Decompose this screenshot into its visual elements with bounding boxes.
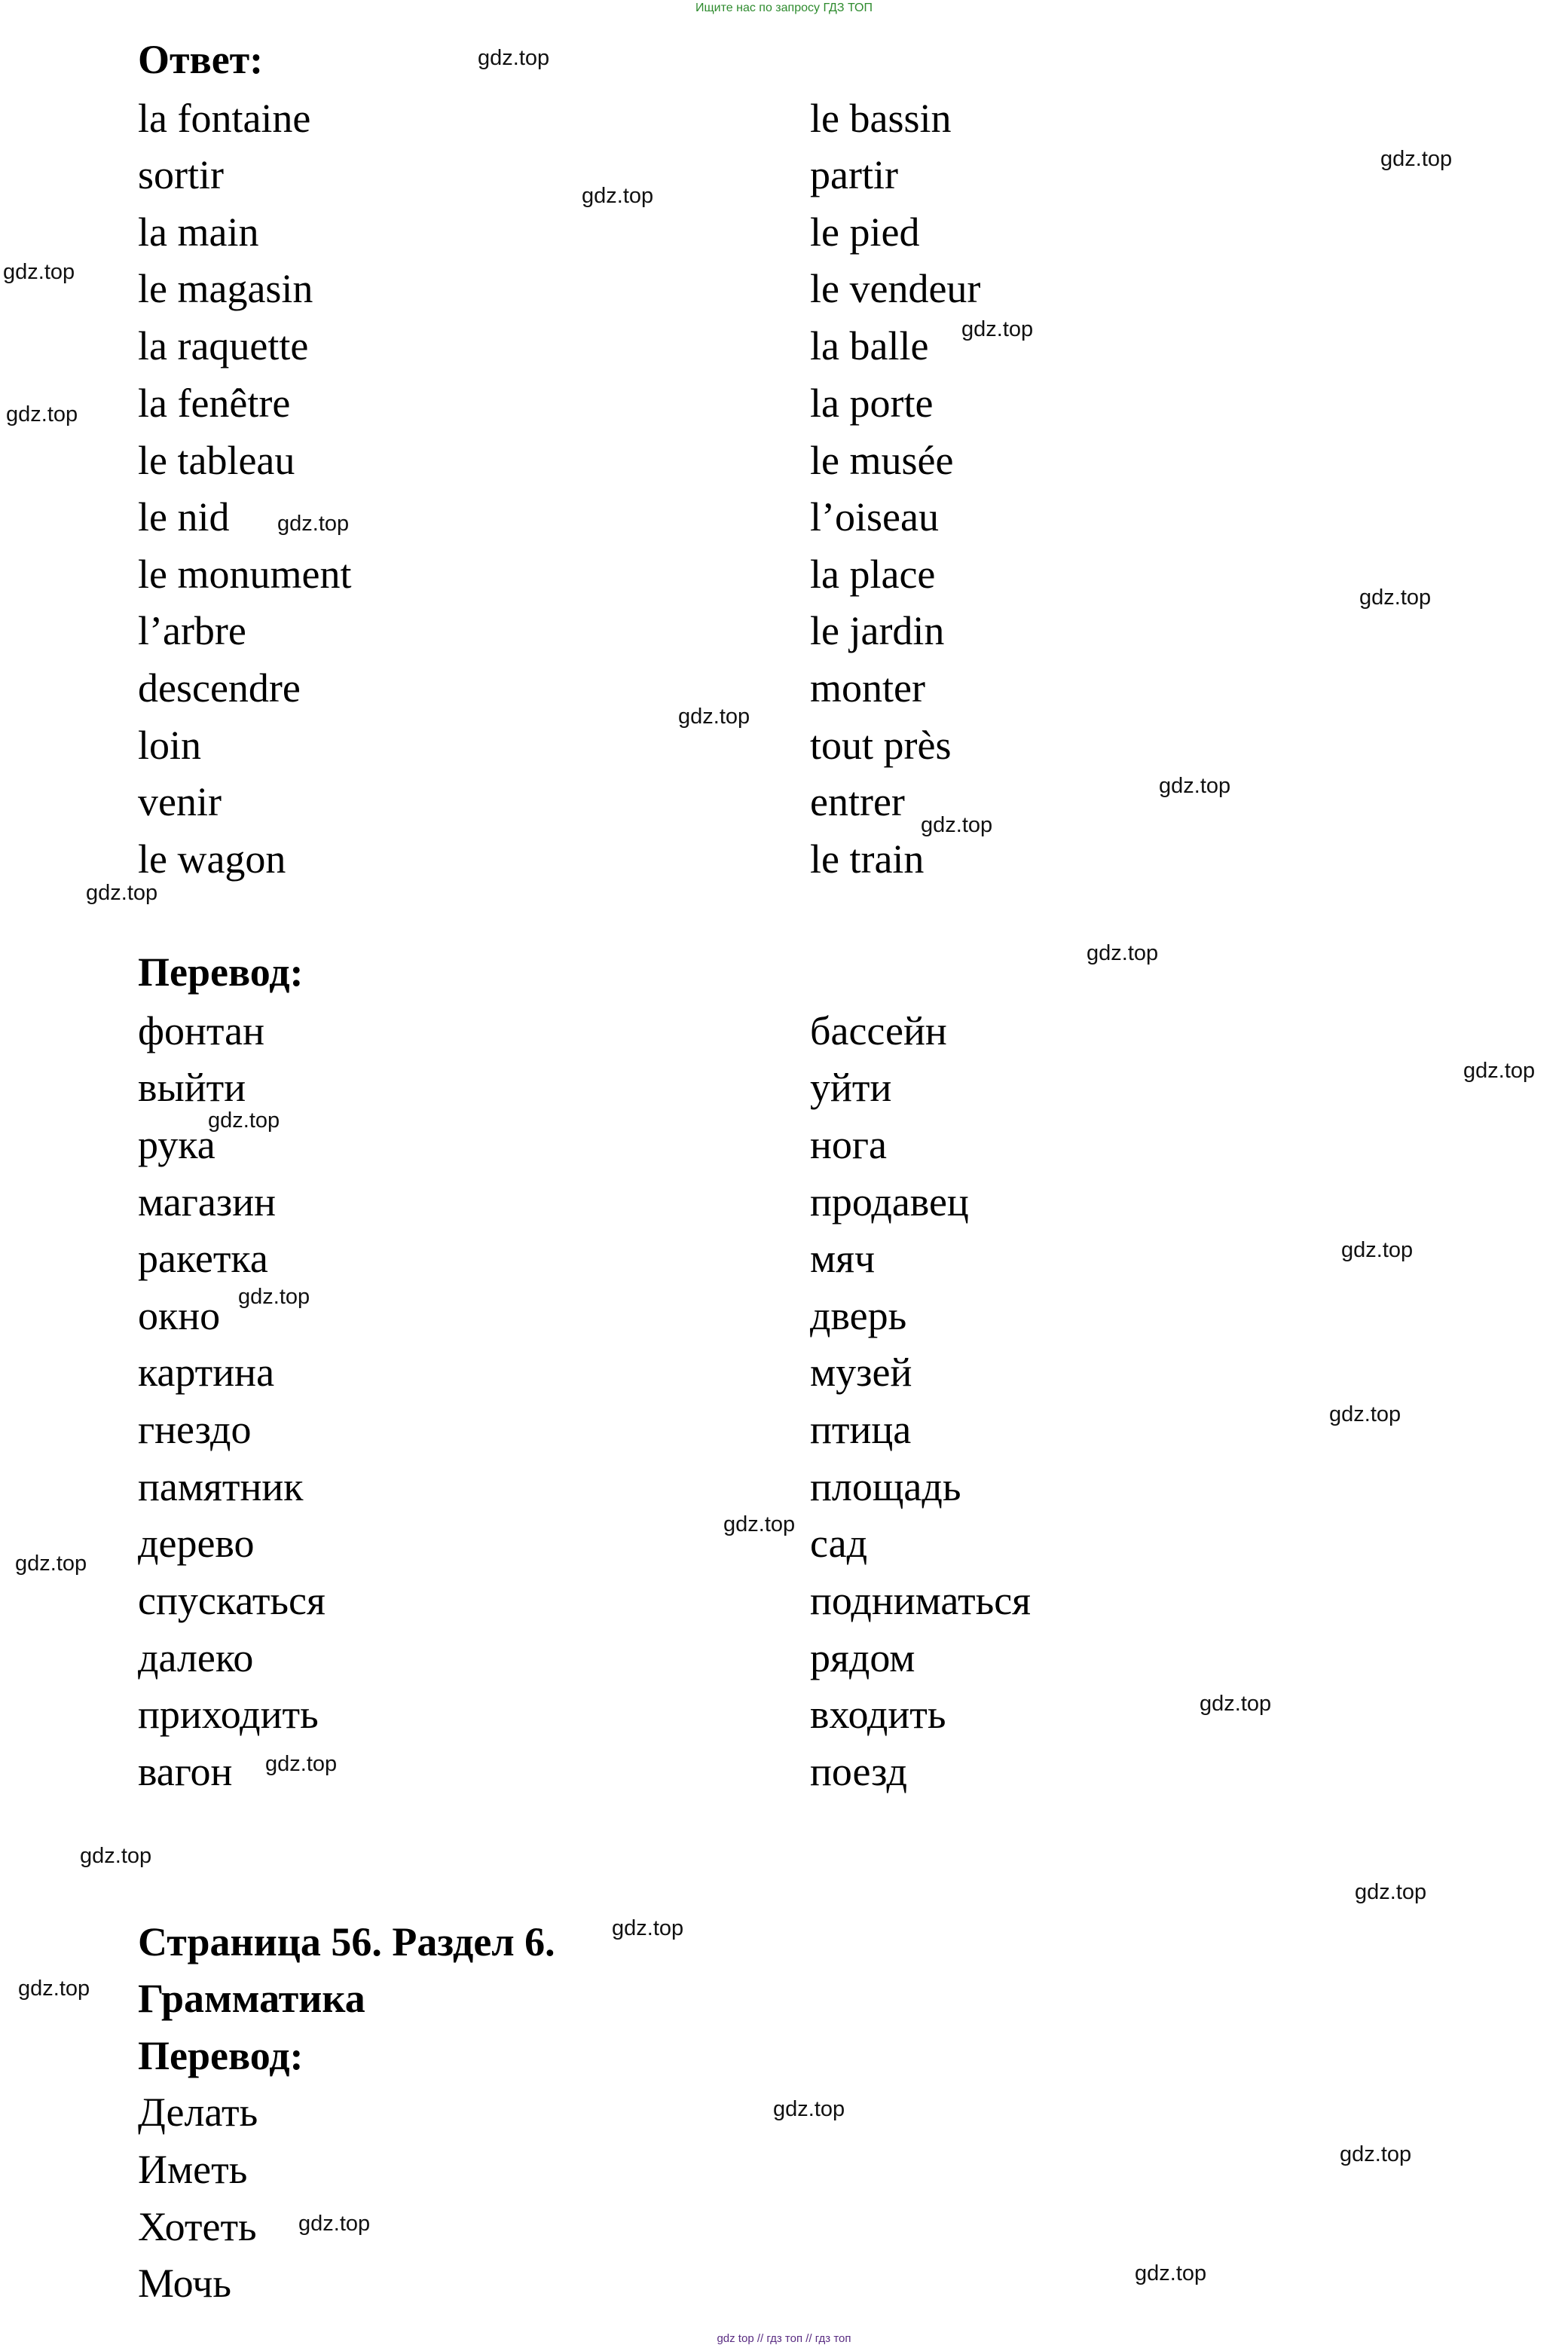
translation-right-word: площадь: [810, 1464, 961, 1509]
answer-right-word: la porte: [810, 381, 934, 426]
translation-right-word: музей: [810, 1350, 912, 1395]
translation-left-word: памятник: [138, 1464, 304, 1509]
watermark: gdz.top: [1200, 1692, 1272, 1716]
watermark: gdz.top: [1355, 1880, 1427, 1904]
watermark: gdz.top: [582, 184, 654, 208]
translation-left-word: вагон: [138, 1749, 233, 1794]
answer-right-word: le pied: [810, 209, 920, 255]
answer-right-word: entrer: [810, 779, 905, 824]
watermark: gdz.top: [1341, 1238, 1414, 1262]
translation-left-word: далеко: [138, 1635, 254, 1680]
translation-left-word: выйти: [138, 1065, 246, 1110]
answer-left-word: venir: [138, 779, 222, 824]
watermark: gdz.top: [723, 1512, 796, 1536]
watermark: gdz.top: [18, 1977, 90, 2001]
answer-right-word: tout près: [810, 723, 952, 768]
translation-right-word: поезд: [810, 1749, 908, 1794]
translation-left-word: дерево: [138, 1521, 255, 1566]
answer-heading: Ответ:: [138, 37, 264, 82]
answer-right-word: l’oiseau: [810, 494, 939, 540]
watermark: gdz.top: [612, 1916, 684, 1940]
watermark: gdz.top: [3, 260, 75, 284]
translation-right-word: мяч: [810, 1236, 876, 1281]
watermark: gdz.top: [478, 46, 550, 70]
translation-heading: Перевод:: [138, 949, 304, 995]
answer-left-word: la fenêtre: [138, 381, 291, 426]
grammar-subheading: Перевод:: [138, 2033, 304, 2078]
watermark: gdz.top: [86, 881, 158, 905]
watermark: gdz.top: [1159, 774, 1231, 798]
watermark: gdz.top: [1135, 2261, 1207, 2285]
answer-left-word: la fontaine: [138, 96, 311, 141]
answer-right-word: le jardin: [810, 608, 945, 653]
grammar-word: Мочь: [138, 2261, 232, 2306]
watermark: gdz.top: [277, 512, 350, 536]
watermark: gdz.top: [678, 705, 750, 729]
answer-right-word: la balle: [810, 323, 929, 368]
translation-left-word: ракетка: [138, 1236, 268, 1281]
grammar-word: Иметь: [138, 2147, 248, 2192]
watermark: gdz.top: [265, 1752, 338, 1776]
answer-right-word: le bassin: [810, 96, 952, 141]
answer-right-word: partir: [810, 152, 898, 197]
translation-left-word: приходить: [138, 1692, 319, 1737]
translation-right-word: рядом: [810, 1635, 915, 1680]
translation-right-word: входить: [810, 1692, 946, 1737]
watermark: gdz.top: [961, 317, 1034, 341]
answer-left-word: la raquette: [138, 323, 309, 368]
translation-left-word: рука: [138, 1122, 215, 1167]
answer-right-word: le musée: [810, 438, 954, 483]
translation-right-word: нога: [810, 1122, 888, 1167]
watermark: gdz.top: [1380, 147, 1453, 171]
watermark: gdz.top: [1359, 585, 1432, 610]
answer-left-word: le magasin: [138, 266, 313, 311]
translation-right-word: птица: [810, 1407, 912, 1452]
answer-right-word: le vendeur: [810, 266, 981, 311]
answer-right-word: le train: [810, 836, 925, 882]
watermark: gdz.top: [238, 1285, 310, 1309]
grammar-word: Хотеть: [138, 2204, 257, 2249]
watermark: gdz.top: [1087, 941, 1159, 965]
answer-right-word: la place: [810, 552, 936, 597]
watermark: gdz.top: [921, 813, 993, 837]
watermark: gdz.top: [773, 2097, 845, 2121]
answer-left-word: descendre: [138, 665, 301, 711]
answer-left-word: le monument: [138, 552, 352, 597]
watermark: gdz.top: [298, 2212, 371, 2236]
grammar-word: Делать: [138, 2090, 258, 2135]
watermark: gdz.top: [6, 402, 78, 427]
translation-left-word: картина: [138, 1350, 275, 1395]
translation-right-word: сад: [810, 1521, 868, 1566]
translation-left-word: магазин: [138, 1179, 277, 1224]
answer-left-word: le tableau: [138, 438, 295, 483]
grammar-title-line2: Грамматика: [138, 1976, 365, 2021]
watermark: gdz.top: [15, 1552, 87, 1576]
answer-left-word: sortir: [138, 152, 224, 197]
translation-right-word: бассейн: [810, 1008, 947, 1053]
translation-left-word: окно: [138, 1293, 221, 1338]
translation-left-word: гнездо: [138, 1407, 252, 1452]
watermark: gdz.top: [208, 1108, 280, 1133]
footer-text: gdz top // гдз топ // гдз топ: [717, 2332, 851, 2345]
answer-right-word: monter: [810, 665, 925, 711]
translation-right-word: подниматься: [810, 1578, 1032, 1623]
watermark: gdz.top: [1340, 2142, 1412, 2166]
top-banner: Ищите нас по запросу ГДЗ ТОП: [695, 2, 873, 14]
grammar-title-line1: Страница 56. Раздел 6.: [138, 1919, 555, 1964]
answer-left-word: le nid: [138, 494, 230, 540]
watermark: gdz.top: [80, 1844, 152, 1868]
answer-left-word: loin: [138, 723, 202, 768]
watermark: gdz.top: [1329, 1402, 1401, 1426]
watermark: gdz.top: [1463, 1059, 1536, 1083]
translation-left-word: спускаться: [138, 1578, 326, 1623]
answer-left-word: le wagon: [138, 836, 286, 882]
translation-right-word: продавец: [810, 1179, 969, 1224]
answer-left-word: l’arbre: [138, 608, 246, 653]
translation-right-word: дверь: [810, 1293, 907, 1338]
translation-left-word: фонтан: [138, 1008, 265, 1053]
translation-right-word: уйти: [810, 1065, 892, 1110]
answer-left-word: la main: [138, 209, 259, 255]
